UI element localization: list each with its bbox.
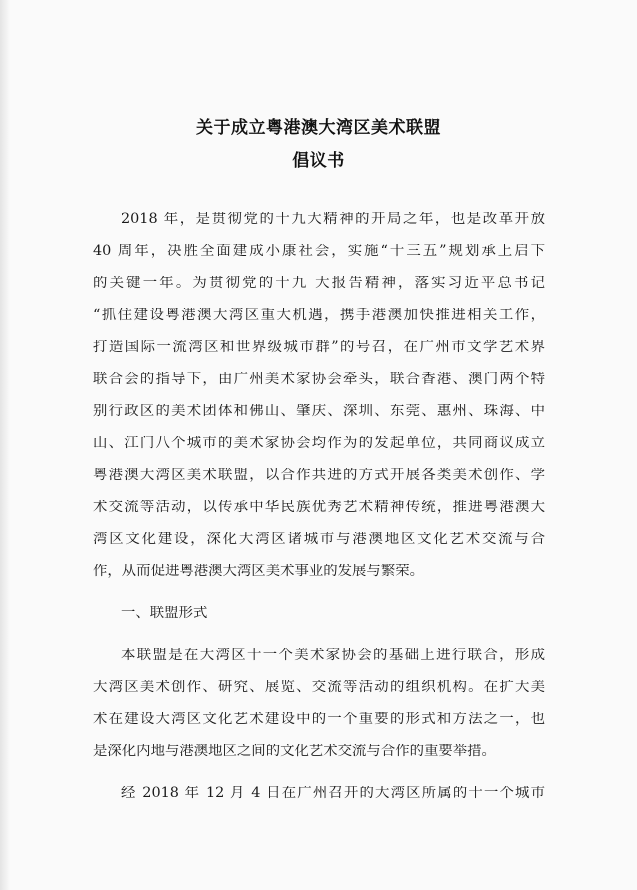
paragraph-line: 作，从而促进粤港澳大湾区美术事业的发展与繁荣。 <box>93 564 424 579</box>
paragraph-line: 山、江门八个城市的美术家协会均作为的发起单位，共同商议成立 <box>93 436 545 451</box>
paragraph-line: “抓住建设粤港澳大湾区重大机遇，携手港澳加快推进相关工作， <box>93 308 545 323</box>
paragraph-line: 是深化内地与港澳地区之间的文化艺术交流与合作的重要举措。 <box>93 744 496 759</box>
paragraph-line: 术交流等活动，以传承中华民族优秀艺术精神传统，推进粤港澳大 <box>93 500 545 515</box>
paragraph-line: 联合会的指导下，由广州美术家协会牵头，联合香港、澳门两个特 <box>93 372 545 387</box>
paragraph-line: 粤港澳大湾区美术联盟，以合作共进的方式开展各类美术创作、学 <box>93 468 545 483</box>
section-heading: 一、联盟形式 <box>121 606 208 621</box>
paragraph-line: 40 周年，决胜全面建成小康社会，实施“十三五”规划承上启下 <box>93 244 545 259</box>
paragraph-line: 别行政区的美术团体和佛山、肇庆、深圳、东莞、惠州、珠海、中 <box>93 404 545 419</box>
paragraph-line: 大湾区美术创作、研究、展览、交流等活动的组织机构。在扩大美 <box>93 680 545 695</box>
paragraph-line: 的关键一年。为贯彻党的十九 大报告精神，落实习近平总书记 <box>93 276 545 291</box>
paragraph-line: 经 2018 年 12 月 4 日在广州召开的大湾区所属的十一个城市 <box>121 786 545 801</box>
paragraph-line: 湾区文化建设，深化大湾区诸城市与港澳地区文化艺术交流与合 <box>93 532 545 547</box>
paragraph-line: 打造国际一流湾区和世界级城市群”的号召，在广州市文学艺术界 <box>93 340 545 355</box>
paragraph-line: 本联盟是在大湾区十一个美术家协会的基础上进行联合，形成 <box>121 648 545 663</box>
document-title: 关于成立粤港澳大湾区美术联盟 <box>196 118 441 138</box>
paragraph-line: 术在建设大湾区文化艺术建设中的一个重要的形式和方法之一，也 <box>93 712 545 727</box>
document-subtitle: 倡议书 <box>292 151 345 171</box>
paragraph-line: 2018 年，是贯彻党的十九大精神的开局之年，也是改革开放 <box>121 212 545 227</box>
